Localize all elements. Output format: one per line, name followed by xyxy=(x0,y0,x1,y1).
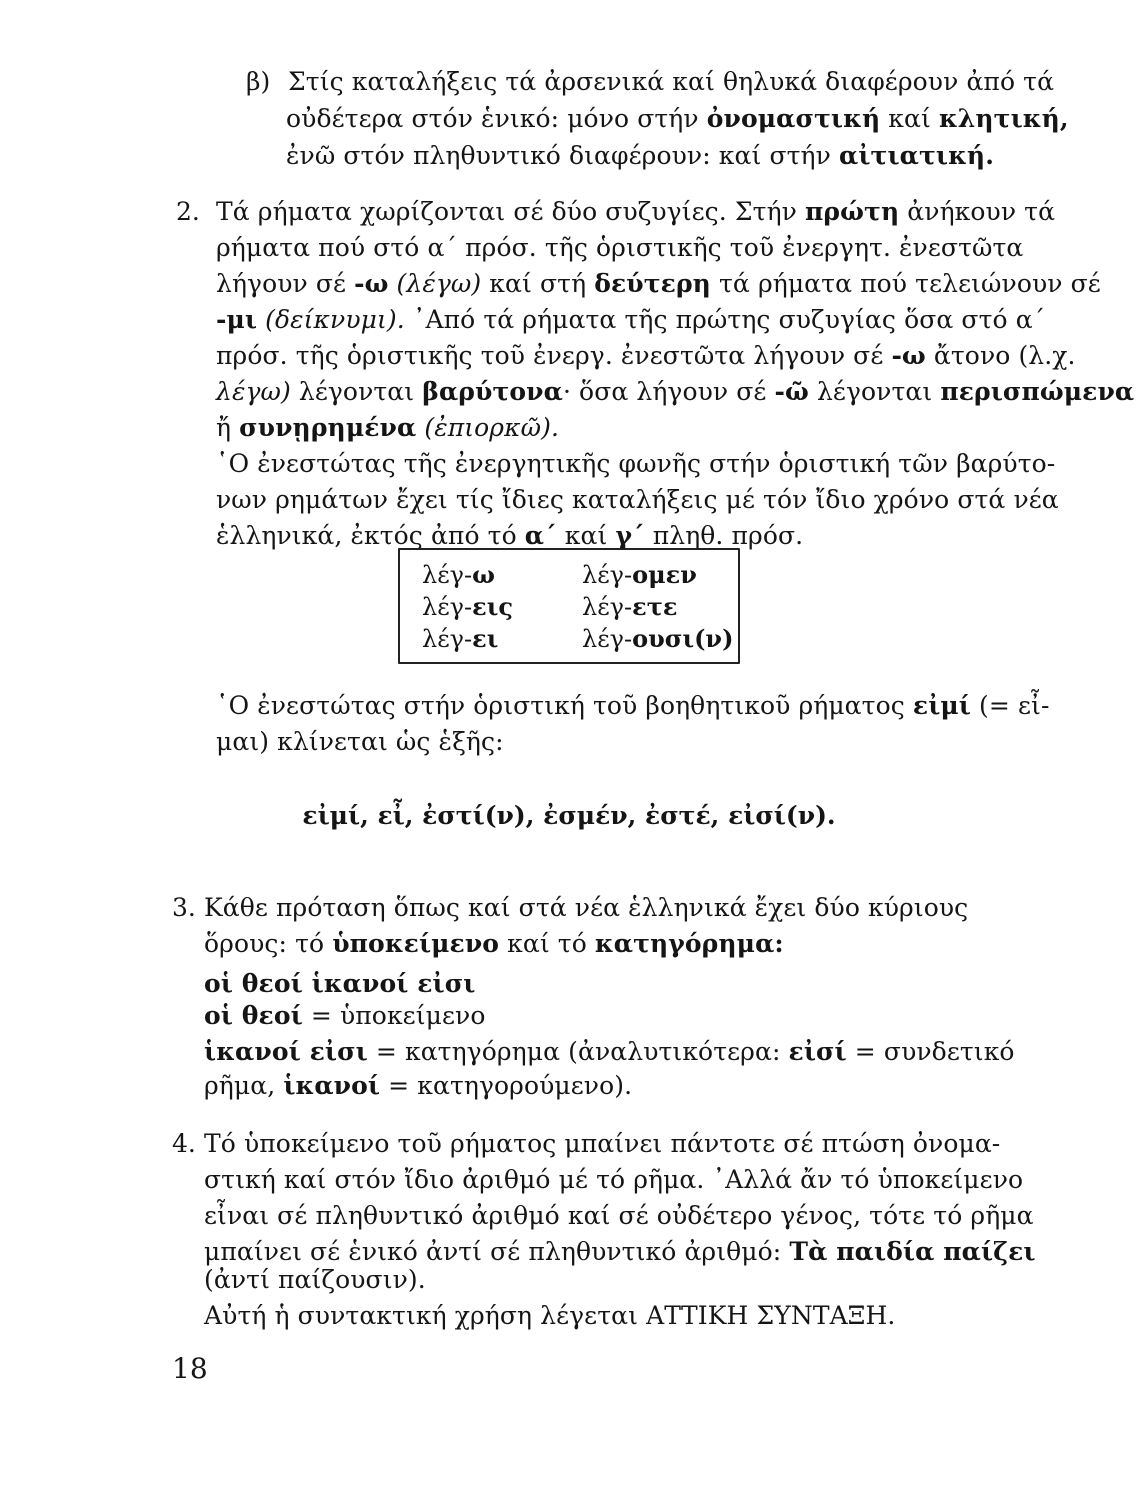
section-beta-label: β) xyxy=(246,67,271,96)
item-4-number: 4. xyxy=(172,1129,196,1158)
item3-example-4: ρῆμα, ἱκανοί = κατηγορούμενο). xyxy=(204,1071,633,1100)
item-3-number: 3. xyxy=(172,893,196,922)
eimi-line-1: ῾Ο ἐνεστώτας στήν ὁριστική τοῦ βοηθητικοῦ ρήματος εἰμί (= εἶ- xyxy=(216,691,1050,720)
item2-line-1: Τά ρήματα χωρίζονται σέ δύο συζυγίες. Στήν πρώτη ἀνήκουν τά xyxy=(216,197,1056,226)
item4-line-5: (ἀντί παίζουσιν). xyxy=(204,1265,426,1294)
item2-line-4: -μι (δείκνυμι). ᾿Από τά ρήματα τῆς πρώτης συζυγίας ὅσα στό α΄ xyxy=(216,305,1046,334)
form-sg-3: λέγ-ει xyxy=(422,624,499,653)
item2-line-5: πρόσ. τῆς ὁριστικῆς τοῦ ἐνεργ. ἐνεστῶτα λήγουν σέ -ω ἄτονο (λ.χ. xyxy=(216,341,1076,370)
form-pl-2: λέγ-ετε xyxy=(582,592,678,621)
form-sg-2: λέγ-εις xyxy=(422,592,513,621)
item2-line-3: λήγουν σέ -ω (λέγω) καί στή δεύτερη τά ρήματα πού τελειώνουν σέ xyxy=(216,269,1101,298)
item2-para2-line-3: ἑλληνικά, ἐκτός ἀπό τό α΄ καί γ΄ πληθ. πρόσ. xyxy=(216,521,804,550)
eimi-forms: εἰμί, εἶ, ἐστί(ν), ἐσμέν, ἐστέ, εἰσί(ν). xyxy=(302,801,836,830)
item2-line-6: λέγω) λέγονται βαρύτονα· ὅσα λήγουν σέ -ῶ λέγονται περισπώμενα xyxy=(216,377,1135,406)
item4-line-2: στική καί στόν ἴδιο ἀριθμό μέ τό ρῆμα. ᾿Αλλά ἄν τό ὑποκείμενο xyxy=(204,1165,1024,1194)
item4-line-4: μπαίνει σέ ἑνικό ἀντί σέ πληθυντικό ἀριθμό: Τὰ παιδία παίζει xyxy=(204,1237,1036,1266)
beta-line-2: οὐδέτερα στόν ἑνικό: μόνο στήν ὀνομαστική καί κλητική, xyxy=(286,104,1069,133)
item2-para2-line-1: ῾Ο ἐνεστώτας τῆς ἐνεργητικῆς φωνῆς στήν ὁριστική τῶν βαρύτο- xyxy=(216,449,1056,478)
conjugation-box xyxy=(398,548,740,664)
item2-para2-line-2: νων ρημάτων ἔχει τίς ἴδιες καταλήξεις μέ τόν ἴδιο χρόνο στά νέα xyxy=(216,485,1059,514)
item4-line-1: Τό ὑποκείμενο τοῦ ρήματος μπαίνει πάντοτε σέ πτώση ὀνομα- xyxy=(204,1129,1001,1158)
page-number: 18 xyxy=(172,1352,208,1385)
item4-line-3: εἶναι σέ πληθυντικό ἀριθμό καί σέ οὐδέτερο γένος, τότε τό ρῆμα xyxy=(204,1201,1034,1230)
item2-line-7: ἤ συνῃρημένα (ἐπιορκῶ). xyxy=(216,413,559,442)
form-pl-3: λέγ-ουσι(ν) xyxy=(582,624,734,653)
item4-line-6: Αὐτή ἡ συντακτική χρήση λέγεται ΑΤΤΙΚΗ ΣΥΝΤΑΞΗ. xyxy=(204,1301,896,1330)
form-sg-1: λέγ-ω xyxy=(422,560,495,589)
item3-example-2: οἱ θεοί = ὑποκείμενο xyxy=(204,1001,486,1030)
item2-line-2: ρήματα πού στό α΄ πρόσ. τῆς ὁριστικῆς τοῦ ἐνεργητ. ἐνεστῶτα xyxy=(216,233,1024,262)
beta-line-1: Στίς καταλήξεις τά ἀρσενικά καί θηλυκά διαφέρουν ἀπό τά xyxy=(288,67,1055,96)
item3-line-2: ὅρους: τό ὑποκείμενο καί τό κατηγόρημα: xyxy=(204,929,784,958)
item3-example-1: οἱ θεοί ἱκανοί εἰσι xyxy=(204,969,476,998)
eimi-line-2: μαι) κλίνεται ὡς ἑξῆς: xyxy=(216,727,504,756)
item3-example-3: ἱκανοί εἰσι = κατηγόρημα (ἀναλυτικότερα: εἰσί = συνδετικό xyxy=(204,1037,1015,1066)
beta-line-3: ἐνῶ στόν πληθυντικό διαφέρουν: καί στήν αἰτιατική. xyxy=(286,141,995,170)
item3-line-1: Κάθε πρόταση ὅπως καί στά νέα ἑλληνικά ἔχει δύο κύριους xyxy=(204,893,969,922)
item-2-number: 2. xyxy=(176,197,200,226)
form-pl-1: λέγ-ομεν xyxy=(582,560,697,589)
